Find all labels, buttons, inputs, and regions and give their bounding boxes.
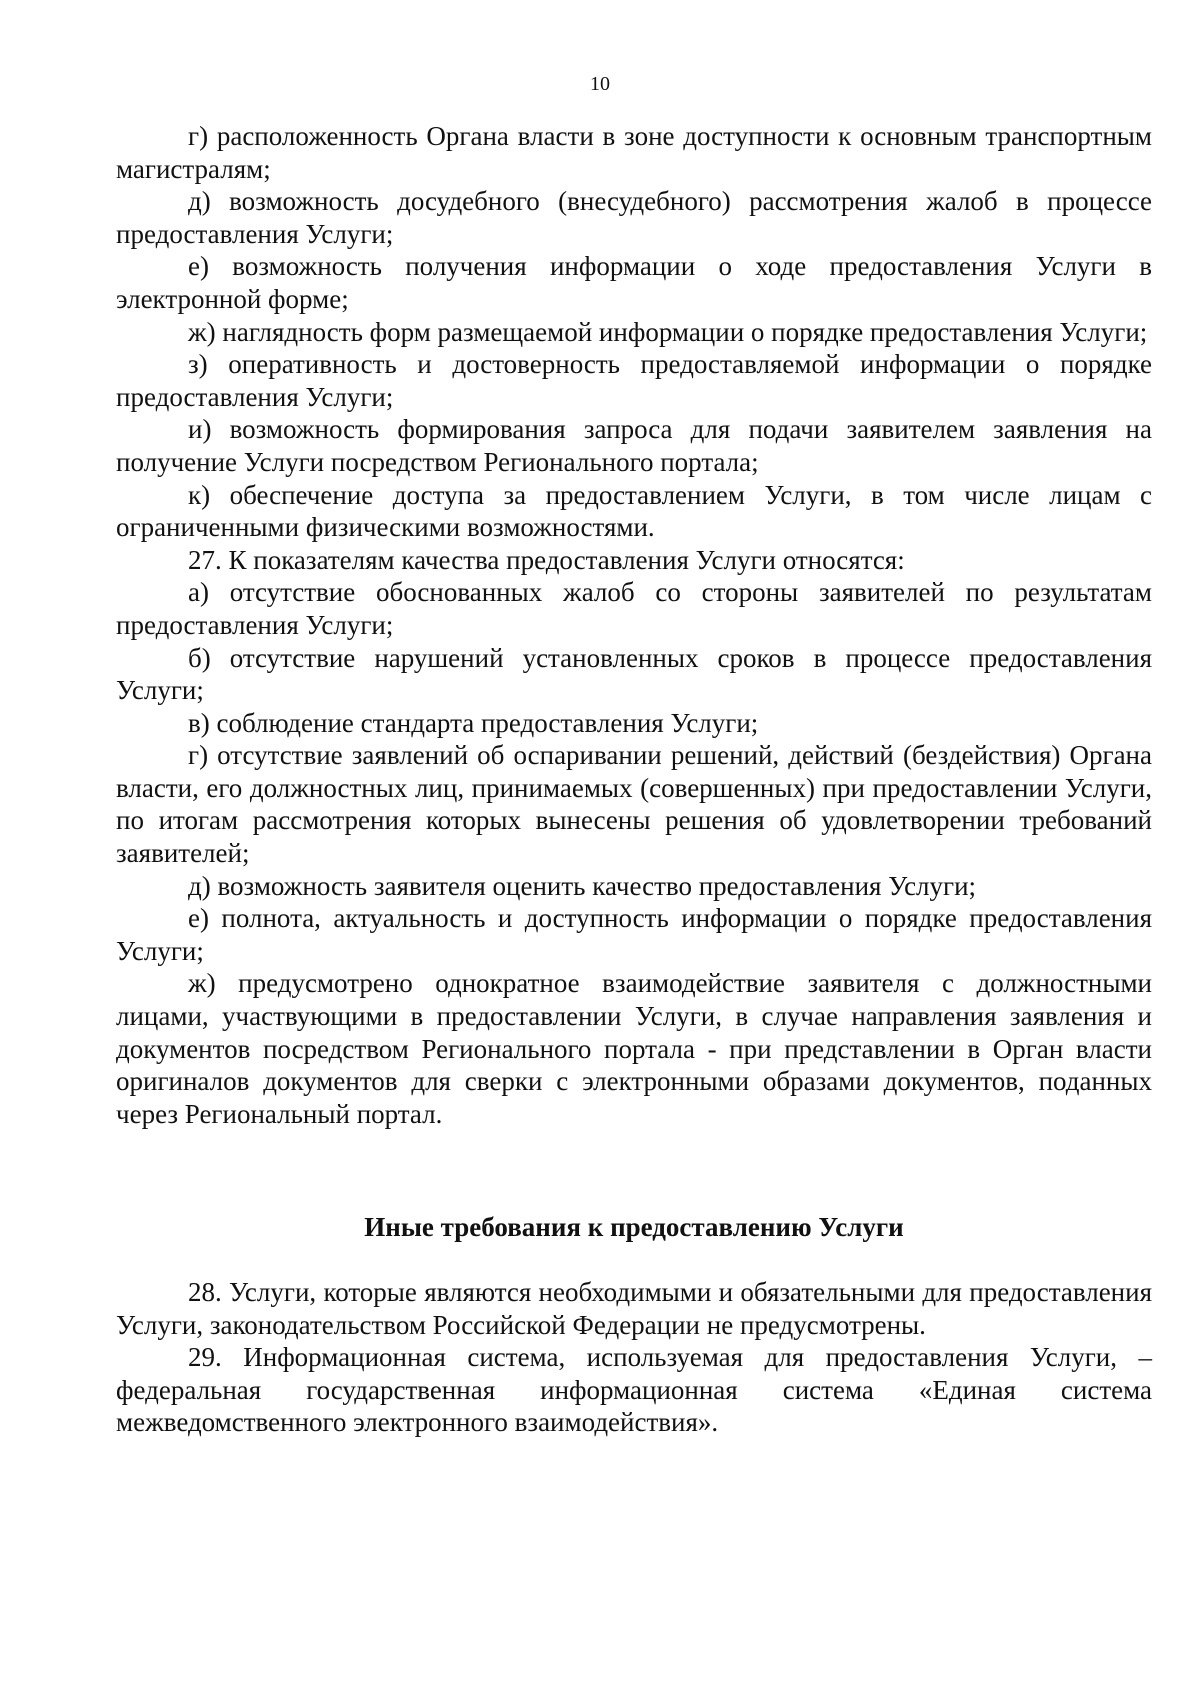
document-body <box>116 120 1152 1130</box>
paragraph-quality-d: д) возможность заявителя оценить качество предоставления Услуги; <box>188 870 977 901</box>
paragraph-clause-28: 28. Услуги, которые являются необходимыми и обязательными для предоставления Услуги, законодательством Российской Федерации не предусмотрены. <box>116 1277 1152 1340</box>
page-number: 10 <box>590 73 610 95</box>
paragraph-clause-29: 29. Информационная система, используемая для предоставления Услуги, – федеральная государственная информационная система «Единая система межведомственного электронного взаимодействия». <box>116 1342 1152 1438</box>
section-body <box>116 1276 1152 1439</box>
paragraph-quality-e: е) полнота, актуальность и доступность информации о порядке предоставления Услуги; <box>116 903 1152 966</box>
paragraph-item-d: д) возможность досудебного (внесудебного) рассмотрения жалоб в процессе предоставления Услуги; <box>116 186 1152 249</box>
paragraph-quality-a: а) отсутствие обоснованных жалоб со стороны заявителей по результатам предоставления Услуги; <box>116 577 1152 640</box>
paragraph-item-i: и) возможность формирования запроса для подачи заявителем заявления на получение Услуги посредством Регионального портала; <box>116 414 1152 477</box>
paragraph-quality-b: б) отсутствие нарушений установленных сроков в процессе предоставления Услуги; <box>116 642 1152 706</box>
section-heading: Иные требования к предоставлению Услуги <box>364 1212 904 1242</box>
paragraph-quality-zh: ж) предусмотрено однократное взаимодействие заявителя с должностными лицами, участвующими в предоставлении Услуги, в случае направления заявления и документов посредством Регионального портала - при представлении в Орган власти оригиналов документов для сверки с электронными образами документов, поданных через Региональный портал. <box>116 968 1152 1129</box>
paragraph-item-zh: ж) наглядность форм размещаемой информации о порядке предоставления Услуги; <box>188 316 1148 347</box>
paragraph-item-k: к) обеспечение доступа за предоставлением Услуги, в том числе лицам с ограниченными физическими возможностями. <box>116 479 1152 543</box>
paragraph-item-g: г) расположенность Органа власти в зоне доступности к основным транспортным магистралям; <box>116 121 1152 184</box>
paragraph-quality-g: г) отсутствие заявлений об оспаривании решений, действий (бездействия) Органа власти, его должностных лиц, принимаемых (совершенных) при предоставлении Услуги, по итогам рассмотрения которых вынесены решения об удовлетворении требований заявителей; <box>116 740 1152 869</box>
paragraph-item-z: з) оперативность и достоверность предоставляемой информации о порядке предоставления Услуги; <box>116 349 1152 412</box>
paragraph-quality-v: в) соблюдение стандарта предоставления Услуги; <box>188 707 759 738</box>
paragraph-clause-27: 27. К показателям качества предоставления Услуги относятся: <box>188 544 905 575</box>
paragraph-item-e: е) возможность получения информации о ходе предоставления Услуги в электронной форме; <box>116 251 1152 314</box>
